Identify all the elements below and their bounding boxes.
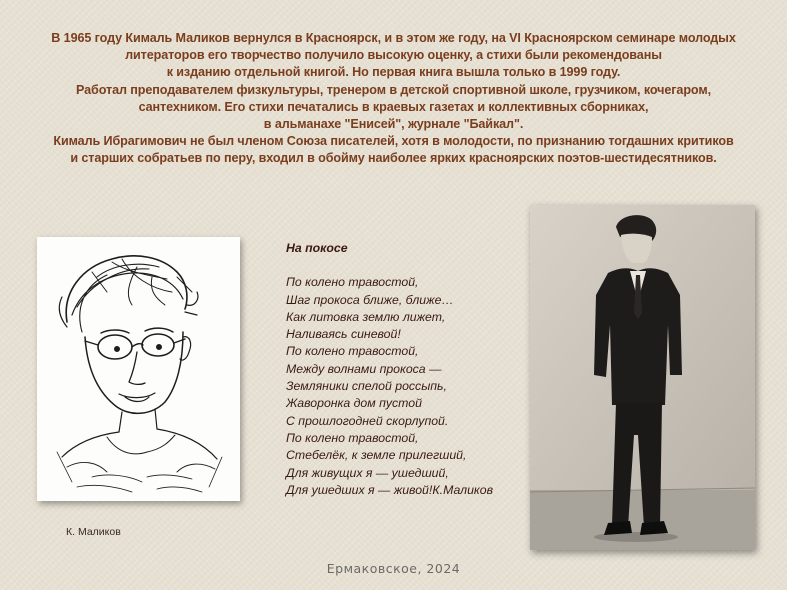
intro-line: в альманахе "Енисей", журнале "Байкал". <box>263 117 524 132</box>
intro-line: и старших собратьев по перу, входил в обойму наиболее ярких красноярских поэтов-шестидесятников. <box>70 151 717 166</box>
poem-line: Наливаясь синевой! <box>286 327 401 342</box>
sketch-portrait <box>37 237 240 501</box>
poem-line: Земляники спелой россыпь, <box>286 379 447 394</box>
poem-title: На покосе <box>286 241 348 255</box>
poem-signature: К.Маликов <box>432 483 493 498</box>
sketch-drawing <box>37 237 240 501</box>
intro-line: к изданию отдельной книгой. Но первая книга вышла только в 1999 году. <box>166 65 621 80</box>
poem <box>286 240 511 499</box>
poem-line: По колено травостой, <box>286 344 419 359</box>
poem-line: Шаг прокоса ближе, ближе… <box>286 292 454 307</box>
photo-figure <box>530 205 755 550</box>
intro-line: Работал преподавателем физкультуры, тренером в детской спортивной школе, грузчиком, кочегаром, <box>76 82 711 97</box>
intro-line: Кималь Ибрагимович не был членом Союза писателей, хотя в молодости, по признанию тогдашних критиков <box>53 134 734 149</box>
intro-text <box>10 30 777 168</box>
portrait-photo <box>530 205 755 550</box>
poem-line: Для ушедших я — живой! <box>286 482 433 497</box>
intro-line: В 1965 году Кималь Маликов вернулся в Красноярск, и в этом же году, на VI Красноярском семинаре молодых <box>51 31 736 45</box>
poem-line: Стебелёк, к земле прилегший, <box>286 448 467 463</box>
poem-line: Жаворонка дом пустой <box>286 396 422 411</box>
poem-line: По колено травостой, <box>286 430 419 445</box>
intro-line: сантехником. Его стихи печатались в краевых газетах и коллективных сборниках, <box>138 99 649 114</box>
intro-line: литераторов его творчество получило высокую оценку, а стихи были рекомендованы <box>125 48 662 63</box>
poem-line: Как литовка землю лижет, <box>286 309 446 324</box>
poem-line: Между волнами прокоса — <box>286 361 442 376</box>
poem-line: С прошлогодней скорлупой. <box>286 413 449 428</box>
sketch-caption: К. Маликов <box>66 526 121 538</box>
poem-line: Для живущих я — ушедший, <box>286 465 449 480</box>
footer-text: Ермаковское, 2024 <box>326 561 461 576</box>
poem-line: По колено травостой, <box>286 275 419 290</box>
